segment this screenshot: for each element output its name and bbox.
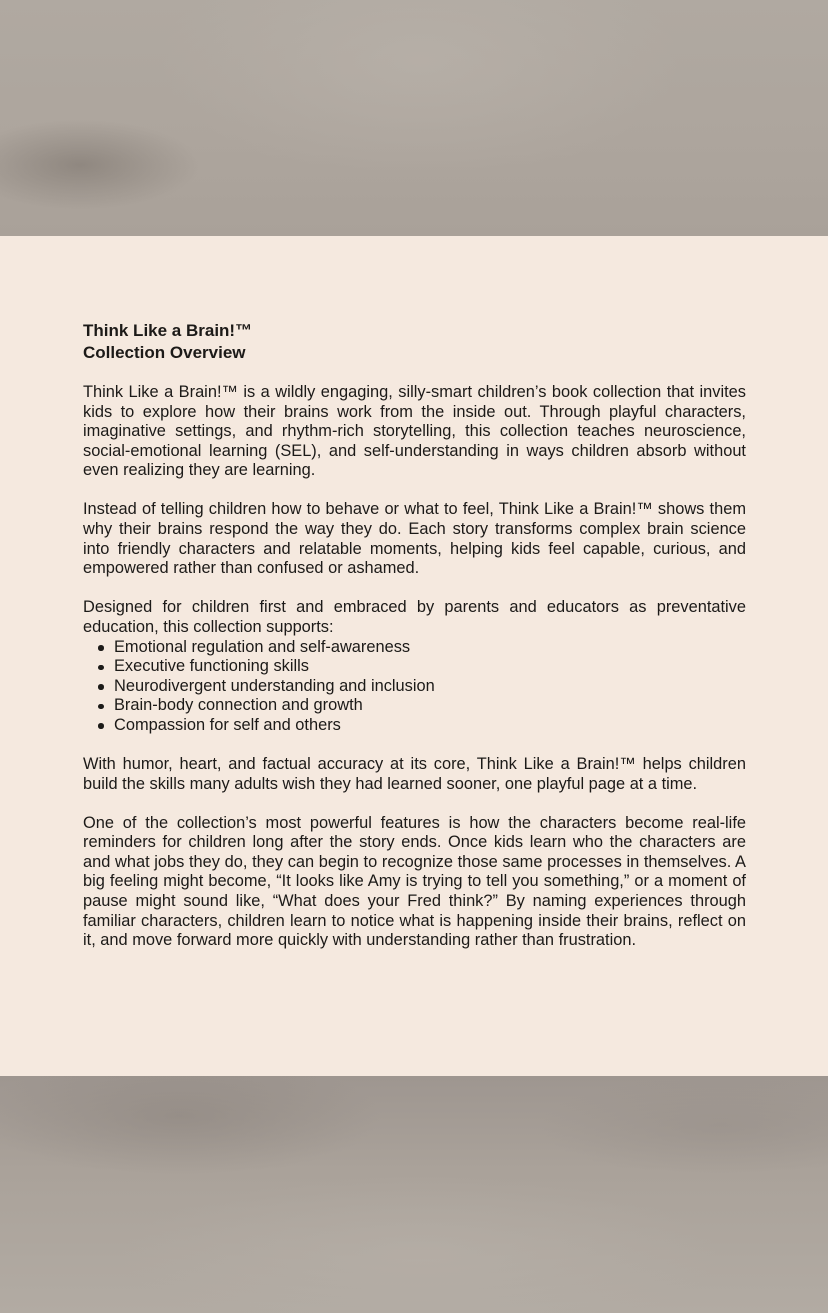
- blurred-background-top: [0, 0, 828, 236]
- title-line-1: Think Like a Brain!™: [83, 321, 253, 340]
- list-item: Emotional regulation and self-awareness: [114, 638, 746, 658]
- paragraph-approach: Instead of telling children how to behave or what to feel, Think Like a Brain!™ shows them why their brains respond the way they do. Each story transforms complex brain science into friendly characters and relatable moments, helping kids feel capable, curious, and empowered rather than confused or ashamed.: [83, 500, 746, 578]
- list-item: Compassion for self and others: [114, 716, 746, 736]
- document-content: [83, 320, 746, 970]
- paragraph-humor: With humor, heart, and factual accuracy at its core, Think Like a Brain!™ helps children build the skills many adults wish they had learned sooner, one playful page at a time.: [83, 755, 746, 793]
- document-page: [0, 236, 828, 1076]
- paragraph-intro: Think Like a Brain!™ is a wildly engaging, silly-smart children’s book collection that invites kids to explore how their brains work from the inside out. Through playful characters, imaginative settings, and rhythm-rich storytelling, this collection teaches neuroscience, social-emotional learning (SEL), and self-understanding in ways children absorb without even realizing they are learning.: [83, 383, 746, 480]
- paragraph-supports-intro: Designed for children first and embraced by parents and educators as preventative education, this collection supports:: [83, 598, 746, 636]
- document-title: [83, 320, 746, 363]
- list-item: Neurodivergent understanding and inclusion: [114, 677, 746, 697]
- paragraph-characters: One of the collection’s most powerful features is how the characters become real-life reminders for children long after the story ends. Once kids learn who the characters are and what jobs they do, they can begin to recognize those same processes in themselves. A big feeling might become, “It looks like Amy is trying to tell you something,” or a moment of pause might sound like, “What does your Fred think?” By naming experiences through familiar characters, children learn to notice what is happening inside their brains, reflect on it, and move forward more quickly with understanding rather than frustration.: [83, 813, 746, 950]
- list-item: Executive functioning skills: [114, 657, 746, 677]
- supports-list: [83, 638, 746, 736]
- list-item: Brain-body connection and growth: [114, 696, 746, 716]
- title-line-2: Collection Overview: [83, 342, 246, 362]
- blurred-background-bottom: [0, 1076, 828, 1313]
